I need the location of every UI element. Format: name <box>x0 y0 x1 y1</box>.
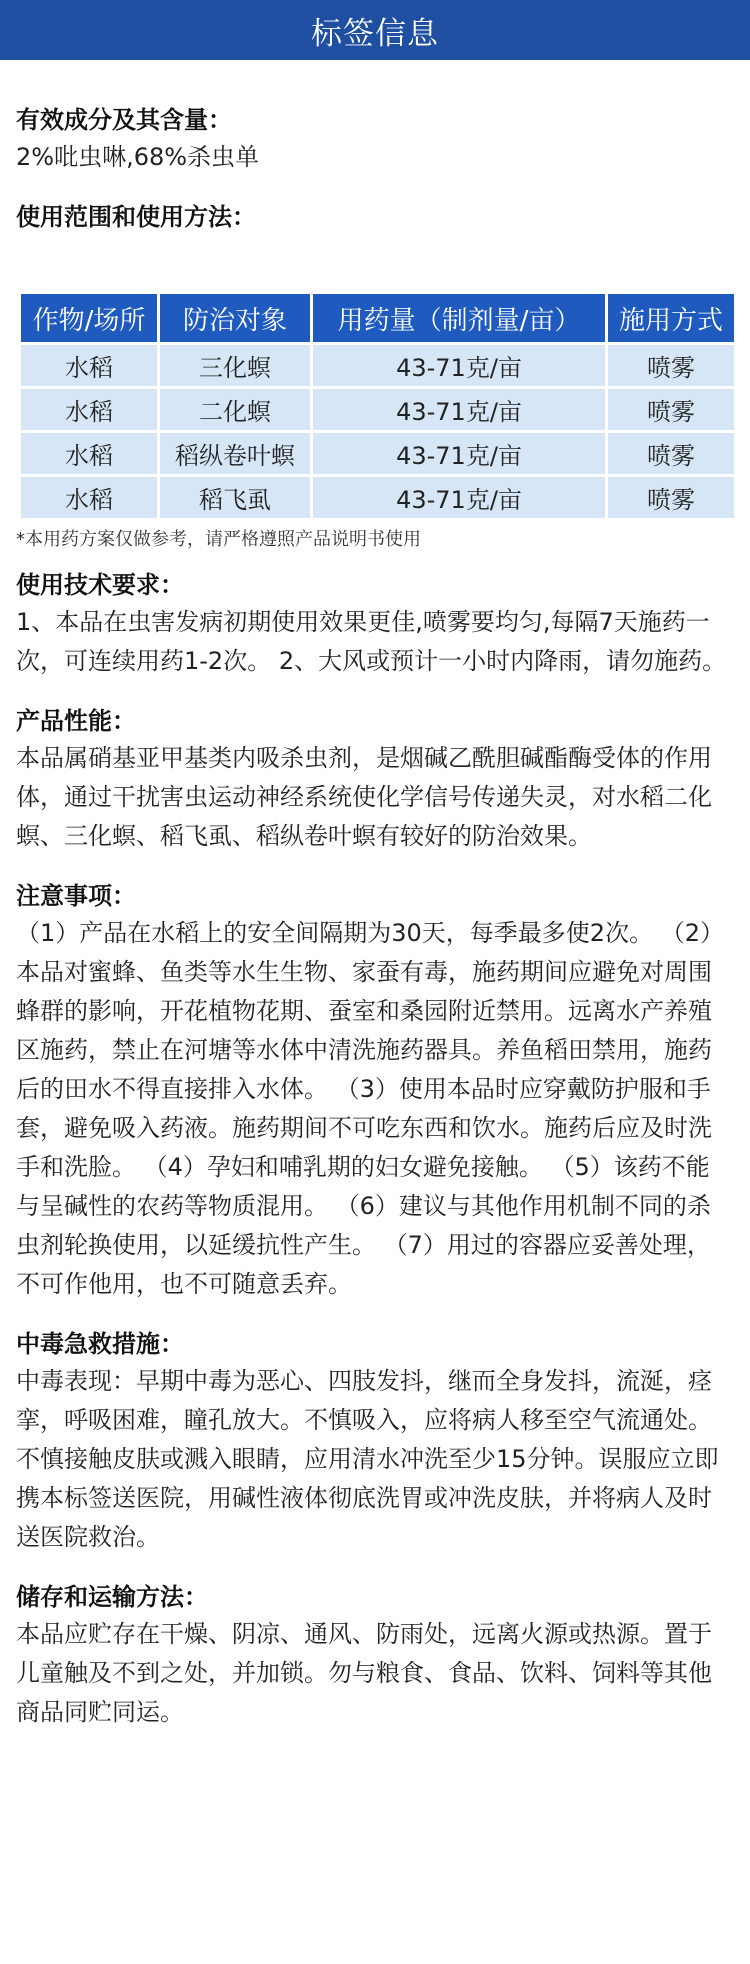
cell-crop: 水稻 <box>21 345 157 386</box>
tech-text: 1、本品在虫害发病初期使用效果更佳,喷雾要均匀,每隔7天施药一次，可连续用药1-2次。 2、大风或预计一小时内降雨，请勿施药。 <box>16 608 727 675</box>
precautions-title: 注意事项： <box>16 882 136 910</box>
storage-title: 储存和运输方法： <box>16 1583 208 1611</box>
cell-dosage: 43-71克/亩 <box>313 389 605 430</box>
ingredients-text: 2%吡虫啉,68%杀虫单 <box>16 143 260 171</box>
column-header-dosage: 用药量（制剂量/亩） <box>313 294 605 342</box>
usage-table-wrap <box>18 291 734 521</box>
cell-method: 喷雾 <box>608 345 734 386</box>
performance-text: 本品属硝基亚甲基类内吸杀虫剂，是烟碱乙酰胆碱酯酶受体的作用体，通过干扰害虫运动神经系统使化学信号传递失灵，对水稻二化螟、三化螟、稻飞虱、稻纵卷叶螟有较好的防治效果。 <box>16 744 712 850</box>
label-content <box>0 102 750 1732</box>
storage-text: 本品应贮存在干燥、阴凉、通风、防雨处，远离火源或热源。置于儿童触及不到之处，并加锁。勿与粮食、食品、饮料、饲料等其他商品同贮同运。 <box>16 1620 712 1726</box>
cell-crop: 水稻 <box>21 477 157 518</box>
cell-dosage: 43-71克/亩 <box>313 433 605 474</box>
table-row <box>21 389 734 430</box>
cell-target: 三化螟 <box>160 345 310 386</box>
cell-dosage: 43-71克/亩 <box>313 345 605 386</box>
cell-crop: 水稻 <box>21 389 157 430</box>
usage-note: *本用药方案仅做参考，请严格遵照产品说明书使用 <box>16 529 421 550</box>
column-header-crop: 作物/场所 <box>21 294 157 342</box>
usage-title: 使用范围和使用方法： <box>16 203 256 231</box>
usage-table <box>18 291 737 521</box>
table-row <box>21 477 734 518</box>
cell-method: 喷雾 <box>608 433 734 474</box>
precautions-text: （1）产品在水稻上的安全间隔期为30天，每季最多使2次。 （2）本品对蜜蜂、鱼类等水生生物、家蚕有毒，施药期间应避免对周围蜂群的影响，开花植物花期、蚕室和桑园附近禁用。远离水产养殖区施药，禁止在河塘等水体中清洗施药器具。养鱼稻田禁用，施药后的田水不得直接排入水体。 （3）使用本品时应穿戴防护服和手套，避免吸入药液。施药期间不可吃东西和饮水。施药后应及时洗手和洗脸。 （4）孕妇和哺乳期的妇女避免接触。 （5）该药不能与呈碱性的农药等物质混用。 （6）建议与其他作用机制不同的杀虫剂轮换使用，以延缓抗性产生。 （7）用过的容器应妥善处理，不可作他用，也不可随意丢弃。 <box>16 919 724 1298</box>
page-title: 标签信息 <box>311 15 439 52</box>
cell-target: 二化螟 <box>160 389 310 430</box>
cell-dosage: 43-71克/亩 <box>313 477 605 518</box>
ingredients-title: 有效成分及其含量： <box>16 106 232 134</box>
column-header-target: 防治对象 <box>160 294 310 342</box>
table-row <box>21 433 734 474</box>
cell-method: 喷雾 <box>608 389 734 430</box>
table-row <box>21 345 734 386</box>
cell-target: 稻飞虱 <box>160 477 310 518</box>
firstaid-text: 中毒表现：早期中毒为恶心、四肢发抖，继而全身发抖，流涎，痉挛，呼吸困难，瞳孔放大。不慎吸入，应将病人移至空气流通处。不慎接触皮肤或溅入眼睛，应用清水冲洗至少15分钟。误服应立即携本标签送医院，用碱性液体彻底洗胃或冲洗皮肤，并将病人及时送医院救治。 <box>16 1367 719 1551</box>
page-header <box>0 0 750 60</box>
cell-method: 喷雾 <box>608 477 734 518</box>
cell-crop: 水稻 <box>21 433 157 474</box>
firstaid-title: 中毒急救措施： <box>16 1330 184 1358</box>
cell-target: 稻纵卷叶螟 <box>160 433 310 474</box>
tech-title: 使用技术要求： <box>16 571 184 599</box>
performance-title: 产品性能： <box>16 707 136 735</box>
column-header-method: 施用方式 <box>608 294 734 342</box>
table-header-row <box>21 294 734 342</box>
